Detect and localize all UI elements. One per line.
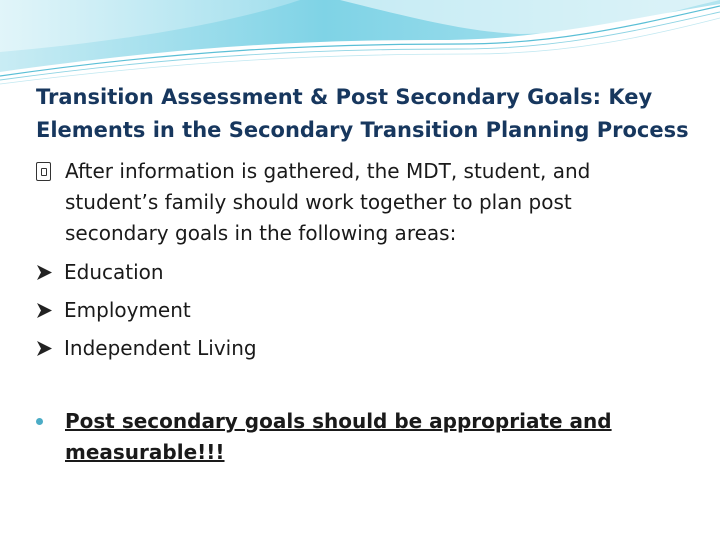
- list-item: [36, 253, 676, 291]
- area-label: Independent Living: [64, 336, 257, 360]
- slide-title: Transition Assessment & Post Secondary Goals: Key Elements in the Secondary Transition Planning Process: [36, 85, 689, 142]
- area-label: Employment: [64, 298, 191, 322]
- area-label: Education: [64, 260, 164, 284]
- emphasis-text: Post secondary goals should be appropriate and measurable!!!: [65, 409, 612, 464]
- arrow-bullet-icon: [36, 264, 53, 281]
- list-item: [36, 329, 676, 367]
- intro-paragraph: [36, 156, 676, 249]
- slide-body: [36, 156, 676, 367]
- header-wave-banner: [0, 0, 720, 90]
- areas-list: [36, 253, 676, 367]
- round-bullet-icon: [36, 418, 43, 425]
- arrow-bullet-icon: [36, 340, 53, 357]
- intro-text: After information is gathered, the MDT, student, and student’s family should work together to plan post secondary goals in the following areas:: [65, 159, 591, 245]
- list-item: [36, 291, 676, 329]
- missing-glyph-bullet-icon: [36, 162, 51, 181]
- emphasis-bullet: [36, 406, 656, 468]
- arrow-bullet-icon: [36, 302, 53, 319]
